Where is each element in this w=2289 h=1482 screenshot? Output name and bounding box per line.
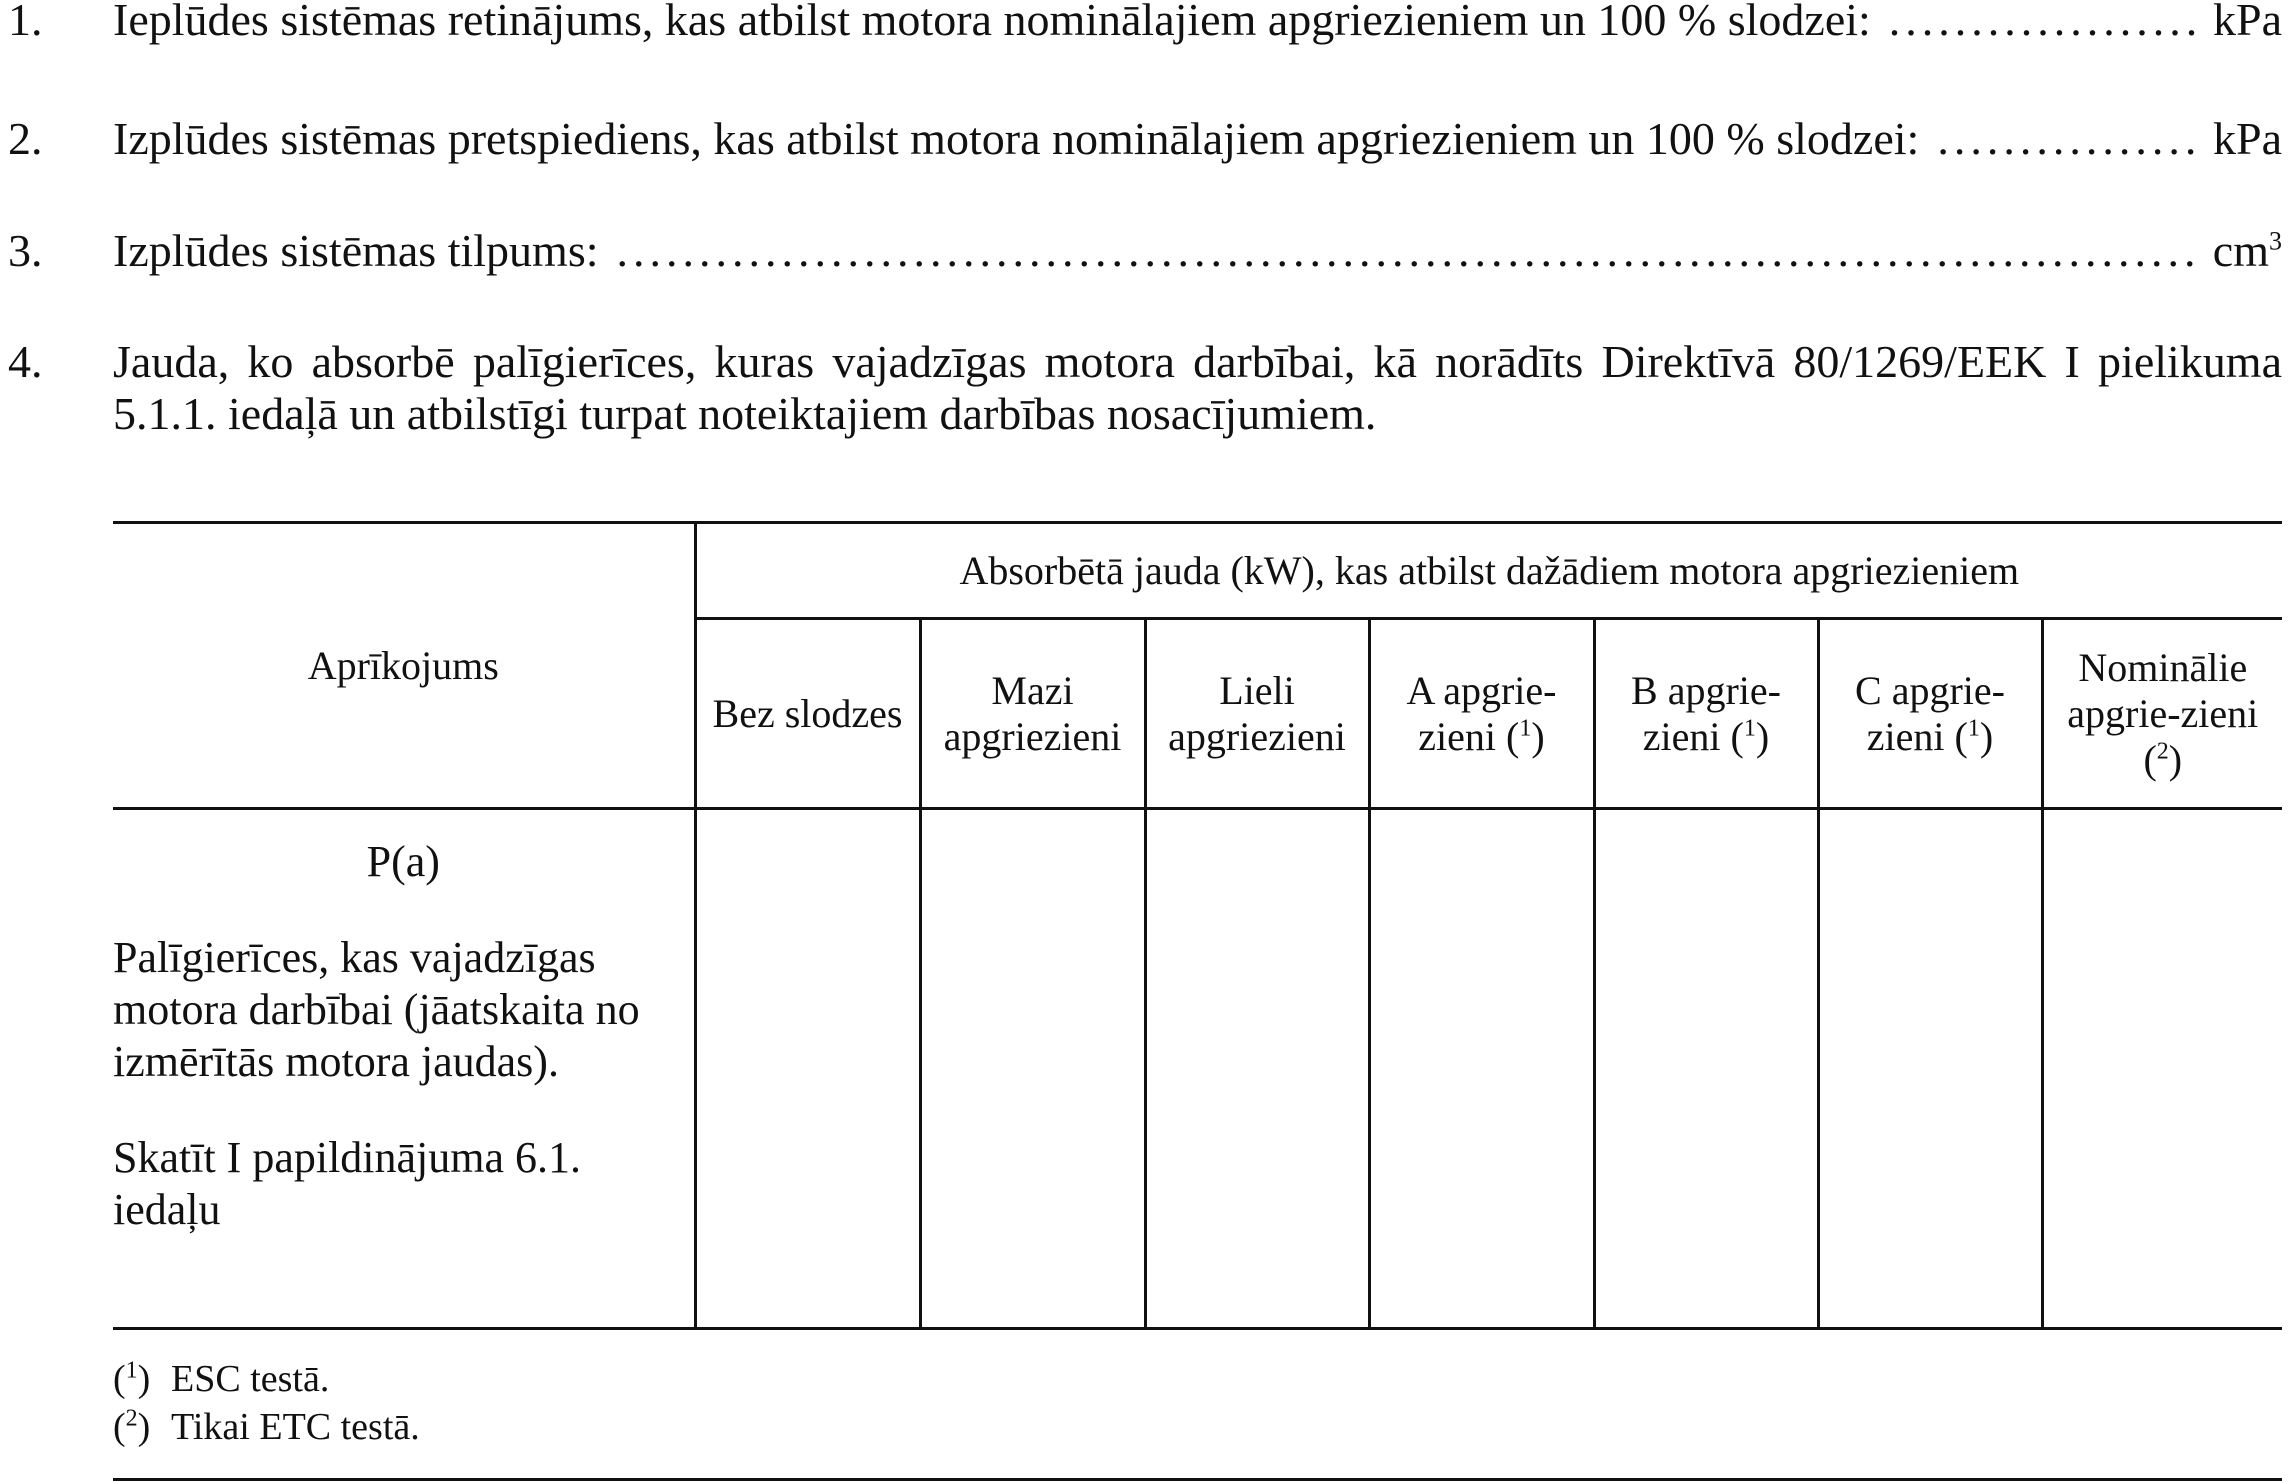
column-label: B apgrie-zieni bbox=[1631, 667, 1781, 759]
footnote-text: Tikai ETC testā. bbox=[171, 1406, 420, 1448]
item-number: 4. bbox=[8, 336, 43, 387]
item-text: Izplūdes sistēmas tilpums: bbox=[113, 225, 599, 276]
item-text: Jauda, ko absorbē palīgierīces, kuras vajadzīgas motora darbībai, kā norādīts Direktīvā 80/1269/EEK I pielikuma 5.1.1. iedaļā un atbilstīgi turpat noteiktajiem darbības nosacījumiem. bbox=[113, 336, 2282, 439]
item-unit: kPa bbox=[2213, 113, 2282, 164]
column-header bbox=[695, 619, 920, 809]
item-number: 3. bbox=[8, 225, 43, 276]
equipment-header: Aprīkojums bbox=[113, 523, 695, 809]
item-number: 1. bbox=[8, 0, 43, 45]
dot-leader bbox=[1889, 0, 2195, 46]
column-label: C apgrie-zieni bbox=[1855, 667, 2005, 759]
footnote-ref: 2 bbox=[2156, 738, 2169, 765]
power-header: Absorbētā jauda (kW), kas atbilst dažādiem motora apgriezieniem bbox=[695, 523, 2282, 619]
footnote-text: ESC testā. bbox=[171, 1358, 330, 1400]
table-cell bbox=[1145, 809, 1369, 1329]
table-cell bbox=[1594, 809, 1818, 1329]
footnote bbox=[113, 1355, 420, 1403]
footnote-mark: ($^1$) bbox=[113, 1357, 151, 1400]
item-text: Ieplūdes sistēmas retinājums, kas atbilst motora nominālajiem apgriezieniem un 100 % slodzei: bbox=[113, 0, 1871, 45]
row-symbol: P(a) bbox=[366, 837, 440, 886]
table-cell bbox=[1818, 809, 2042, 1329]
column-header bbox=[920, 619, 1145, 809]
table-cell bbox=[1369, 809, 1594, 1329]
item-unit: kPa bbox=[2213, 0, 2282, 45]
footnote-ref: 1 bbox=[1967, 715, 1980, 742]
column-header: B apgrie-zieni ($^1$) bbox=[1594, 619, 1818, 809]
row-reference: Skatīt I papildinājuma 6.1. iedaļu bbox=[113, 1133, 582, 1234]
footnote-ref: 1 bbox=[1519, 715, 1532, 742]
footnote-number: 1 bbox=[125, 1357, 138, 1384]
footnote bbox=[113, 1403, 420, 1451]
item-text: Izplūdes sistēmas pretspiediens, kas atbilst motora nominālajiem apgriezieniem un 100 % slodzei: bbox=[113, 113, 1920, 164]
column-header bbox=[1145, 619, 1369, 809]
item-number: 2. bbox=[8, 113, 43, 164]
dot-leader bbox=[617, 225, 2195, 277]
row-description: Palīgierīces, kas vajadzīgas motora darbībai (jāatskaita no izmērītās motora jaudas). bbox=[113, 933, 640, 1086]
power-table bbox=[113, 521, 2282, 1330]
column-label: Lieli apgriezieni bbox=[1168, 667, 1346, 759]
unit-base: cm bbox=[2212, 225, 2269, 276]
footnote-ref: 1 bbox=[1743, 715, 1756, 742]
table-cell bbox=[695, 809, 920, 1329]
footnote-mark: ($^2$) bbox=[113, 1405, 151, 1448]
bottom-rule bbox=[113, 1478, 2282, 1481]
footnotes bbox=[113, 1355, 420, 1451]
column-label: Mazi apgriezieni bbox=[943, 667, 1122, 759]
column-header: C apgrie-zieni ($^1$) bbox=[1818, 619, 2042, 809]
item-unit bbox=[2213, 225, 2282, 277]
column-header: A apgrie-zieni ($^1$) bbox=[1369, 619, 1594, 809]
table-cell bbox=[920, 809, 1145, 1329]
column-label: A apgrie-zieni bbox=[1406, 667, 1557, 759]
unit-exponent: 3 bbox=[2269, 226, 2282, 256]
column-header: Nominālie apgrie-zieni ($^2$) bbox=[2042, 619, 2282, 809]
column-label: Bez slodzes bbox=[712, 690, 903, 736]
footnote-number: 2 bbox=[125, 1405, 138, 1432]
dot-leader bbox=[1937, 113, 2195, 165]
equipment-cell bbox=[113, 809, 695, 1329]
column-label: Nominālie apgrie-zieni bbox=[2067, 644, 2259, 736]
table-cell bbox=[2042, 809, 2282, 1329]
